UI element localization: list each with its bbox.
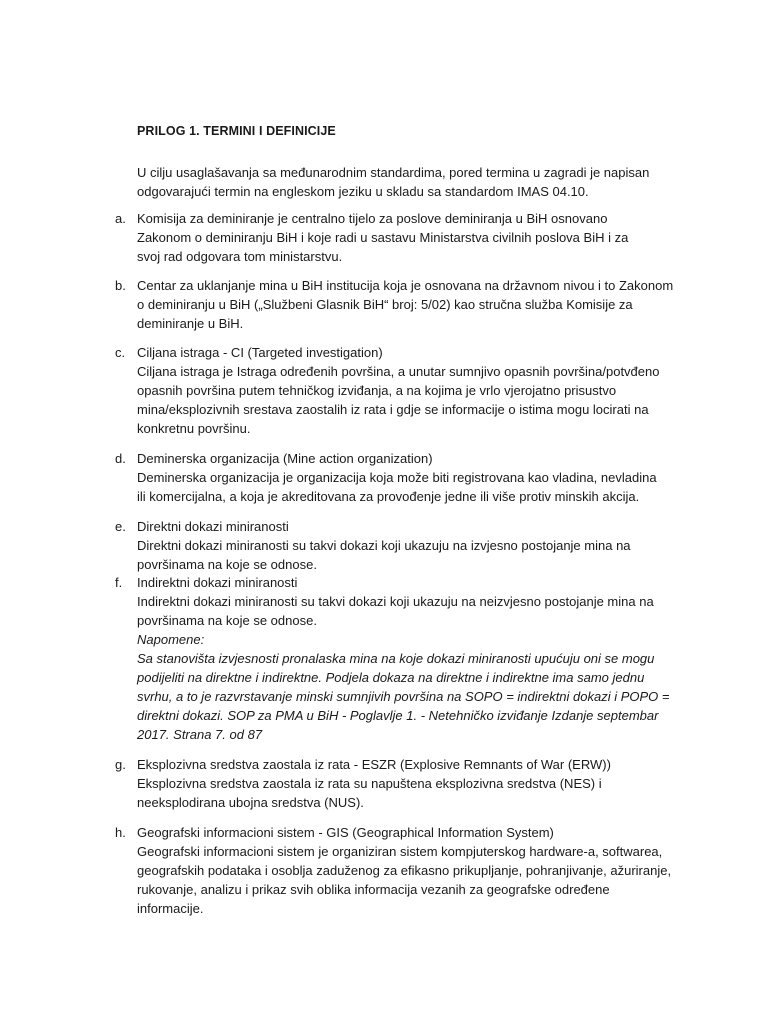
definition-item-h xyxy=(115,823,675,918)
item-letter: e. xyxy=(115,519,126,534)
item-line: deminiranje u BiH. xyxy=(137,316,244,331)
item-line: ili komercijalna, a koja je akreditovana za provođenje jedne ili više protiv minskih akcija. xyxy=(137,489,640,504)
item-letter: d. xyxy=(115,451,126,466)
item-line: Komisija za deminiranje je centralno tijelo za poslove deminiranja u BiH osnovano xyxy=(137,211,608,226)
item-line: površinama na koje se odnose. xyxy=(137,613,317,628)
definition-item-c xyxy=(115,343,675,438)
intro-paragraph xyxy=(137,163,677,201)
note-line: podijeliti na direktne i indirektne. Podjela dokaza na direktne i indirektne ima samo jednu xyxy=(137,670,645,685)
item-letter: f. xyxy=(115,575,123,590)
item-line: informacije. xyxy=(137,901,204,916)
item-line: Eksplozivna sredstva zaostala iz rata su napuštena eksplozivna sredstva (NES) i xyxy=(137,776,602,791)
item-letter: c. xyxy=(115,345,126,360)
definition-item-e xyxy=(115,517,675,574)
item-line: neeksplodirana ubojna sredstva (NUS). xyxy=(137,795,364,810)
item-letter: b. xyxy=(115,278,126,293)
item-line: konkretnu površinu. xyxy=(137,421,251,436)
item-term: Geografski informacioni sistem - GIS (Geographical Information System) xyxy=(137,825,554,840)
item-term: Ciljana istraga - CI (Targeted investigation) xyxy=(137,345,383,360)
item-line: Direktni dokazi miniranosti su takvi dokazi koji ukazuju na izvjesno postojanje mina na xyxy=(137,538,631,553)
note-line: direktni dokazi. SOP za PMA u BiH - Poglavlje 1. - Netehničko izviđanje Izdanje septembar xyxy=(137,708,659,723)
definition-item-d xyxy=(115,449,675,506)
item-term: Indirektni dokazi miniranosti xyxy=(137,575,298,590)
item-line: rukovanje, analizu i prikaz svih oblika informacija vezanih za geografske određene xyxy=(137,882,610,897)
item-line: Geografski informacioni sistem je organiziran sistem kompjuterskog hardware-a, softwarea, xyxy=(137,844,663,859)
intro-line: U cilju usaglašavanja sa međunarodnim standardima, pored termina u zagradi je napisan xyxy=(137,165,650,180)
note-line: svrhu, a to je razvrstavanje minski sumnjivih površina na SOPO = indirektni dokazi i POPO = xyxy=(137,689,670,704)
item-term: Direktni dokazi miniranosti xyxy=(137,519,289,534)
item-line: svoj rad odgovara tom ministarstvu. xyxy=(137,249,343,264)
item-line: o deminiranju u BiH („Službeni Glasnik BiH“ broj: 5/02) kao stručna služba Komisije za xyxy=(137,297,633,312)
item-line: Deminerska organizacija je organizacija koja može biti registrovana kao vladina, nevladina xyxy=(137,470,657,485)
item-line: geografskih podataka i osoblja zaduženog za efikasno prikupljanje, pohranjivanje, ažuriranje, xyxy=(137,863,672,878)
definition-item-f xyxy=(115,573,675,744)
definition-item-a xyxy=(115,209,675,266)
intro-line: odgovarajući termin na engleskom jeziku u skladu sa standardom IMAS 04.10. xyxy=(137,184,589,199)
item-line: mina/eksplozivnih srestava zaostalih iz rata i gdje se informacije o istima mogu locirati na xyxy=(137,402,649,417)
definition-item-g xyxy=(115,755,675,812)
item-letter: g. xyxy=(115,757,126,772)
item-term: Eksplozivna sredstva zaostala iz rata - ESZR (Explosive Remnants of War (ERW)) xyxy=(137,757,611,772)
item-letter: a. xyxy=(115,211,126,226)
item-letter: h. xyxy=(115,825,126,840)
note-line: Sa stanovišta izvjesnosti pronalaska mina na koje dokazi miniranosti upućuju oni se mogu xyxy=(137,651,655,666)
item-line: Indirektni dokazi miniranosti su takvi dokazi koji ukazuju na neizvjesno postojanje mina na xyxy=(137,594,654,609)
document-title: PRILOG 1. TERMINI I DEFINICIJE xyxy=(137,124,336,138)
item-line: Zakonom o deminiranju BiH i koje radi u sastavu Ministarstva civilnih poslova BiH i za xyxy=(137,230,629,245)
definition-item-b xyxy=(115,276,675,333)
item-term: Deminerska organizacija (Mine action organization) xyxy=(137,451,433,466)
item-line: površinama na koje se odnose. xyxy=(137,557,317,572)
note-line: 2017. Strana 7. od 87 xyxy=(137,727,263,742)
item-line: Centar za uklanjanje mina u BiH institucija koja je osnovana na državnom nivou i to Zakonom xyxy=(137,278,674,293)
item-line: Ciljana istraga je Istraga određenih površina, a unutar sumnjivo opasnih površina/potvđeno xyxy=(137,364,660,379)
item-line: opasnih površina putem tehničkog izviđanja, a na kojima je vrlo vjerojatno prisustvo xyxy=(137,383,617,398)
note-heading: Napomene: xyxy=(137,632,205,647)
